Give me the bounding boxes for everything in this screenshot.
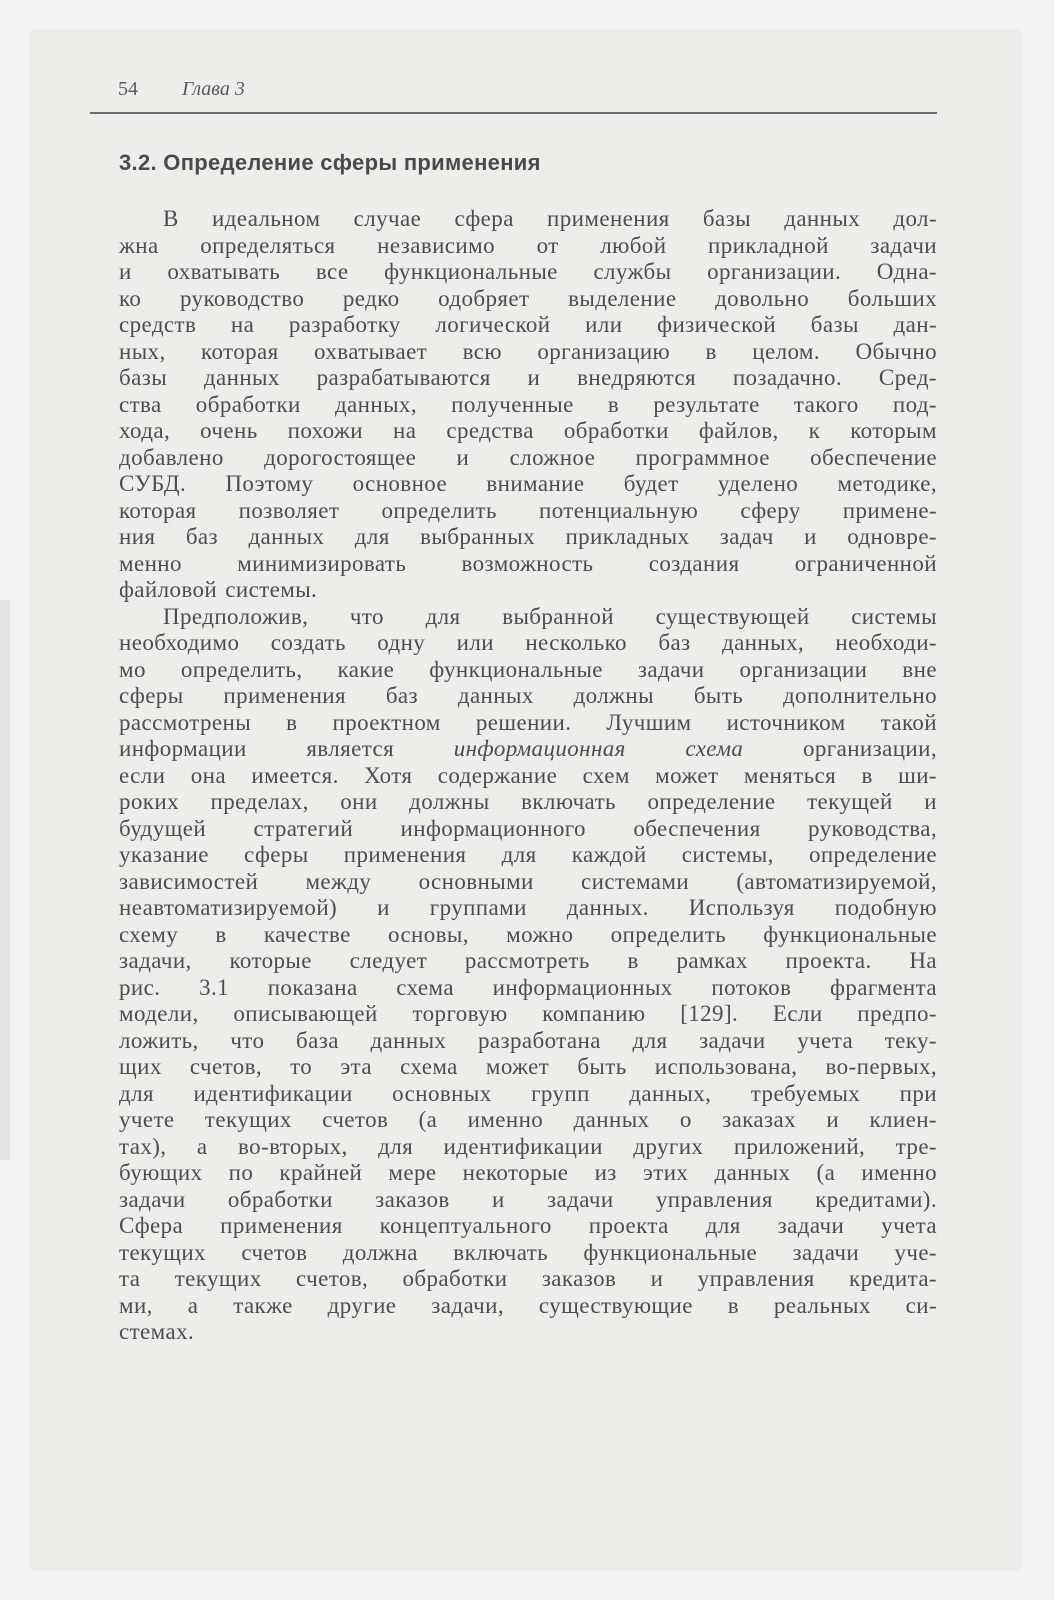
line-text: ко руководство редко одобряет выделение довольно больших [119, 285, 937, 311]
line-text: та текущих счетов, обработки заказов и управления кредита- [119, 1266, 937, 1291]
scan-edge [0, 600, 10, 1160]
text-line [119, 948, 937, 975]
line-text: ложить, что база данных разработана для задачи учета теку- [119, 1027, 937, 1053]
text-line [119, 683, 937, 710]
line-text: Предположив, что для выбранной существующей системы [163, 603, 937, 629]
line-text: роких пределах, они должны включать определение текущей и [119, 789, 937, 814]
line-text: зависимостей между основными системами (автоматизируемой, [119, 868, 937, 894]
line-text: ми, а также другие задачи, существующие в реальных си- [119, 1292, 937, 1318]
text-line [119, 1160, 937, 1187]
line-text: для идентификации основных групп данных, требуемых при [119, 1080, 937, 1106]
line-text: жна определяться независимо от любой прикладной задачи [119, 232, 937, 258]
text-line [119, 1319, 937, 1346]
text-line [119, 1081, 937, 1108]
line-text: файловой системы. [119, 577, 318, 602]
line-text: задачи, которые следует рассмотреть в рамках проекта. На [119, 948, 937, 973]
page-number: 54 [118, 78, 138, 100]
line-text: мо определить, какие функциональные задачи организации вне [119, 656, 937, 682]
text-line [119, 604, 937, 631]
line-text: рис. 3.1 показана схема информационных потоков фрагмента [119, 974, 937, 1000]
line-text: сферы применения баз данных должны быть дополнительно [119, 683, 937, 708]
running-header [90, 72, 937, 114]
line-text: и охватывать все функциональные службы организации. Одна- [119, 259, 937, 284]
text-line [119, 1001, 937, 1028]
line-text: Сфера применения концептуального проекта для задачи учета [119, 1213, 937, 1238]
text-line [119, 1240, 937, 1267]
body-text [119, 206, 937, 1346]
line-text [119, 736, 937, 763]
line-text: учете текущих счетов (а именно данных о заказах и клиен- [119, 1107, 937, 1132]
line-text: тах), а во-вторых, для идентификации других приложений, тре- [119, 1133, 937, 1159]
emphasized-term: информационная схема [453, 736, 744, 761]
line-text: текущих счетов должна включать функциональные задачи уче- [119, 1239, 937, 1265]
text-line [119, 259, 937, 286]
line-text: рассмотрены в проектном решении. Лучшим источником такой [119, 709, 937, 735]
section-title: 3.2. Определение сферы применения [119, 150, 541, 175]
line-text: базы данных разрабатываются и внедряются позадачно. Сред- [119, 365, 937, 390]
text-line [119, 842, 937, 869]
text-line [119, 789, 937, 816]
line-text: СУБД. Поэтому основное внимание будет уделено методике, [119, 471, 937, 496]
line-text: задачи обработки заказов и задачи управления кредитами). [119, 1186, 937, 1212]
text-line [119, 206, 937, 233]
line-text: которая позволяет определить потенциальную сферу примене- [119, 497, 937, 523]
line-text: менно минимизировать возможность создания ограниченной [119, 550, 937, 576]
text-line [119, 922, 937, 949]
text-line [119, 1134, 937, 1161]
line-text: щих счетов, то эта схема может быть использована, во-первых, [119, 1054, 937, 1079]
text-line [119, 471, 937, 498]
text-line [119, 895, 937, 922]
text-line [119, 365, 937, 392]
text-run: информации является [119, 736, 454, 761]
line-text: неавтоматизируемой) и группами данных. Используя подобную [119, 895, 937, 920]
line-text: схему в качестве основы, можно определить функциональные [119, 921, 937, 947]
text-line [119, 816, 937, 843]
text-line [119, 233, 937, 260]
line-text: В идеальном случае сфера применения базы данных дол- [163, 206, 937, 231]
line-text: будущей стратегий информационного обеспечения руководства, [119, 815, 937, 841]
text-run: организации, [743, 736, 937, 761]
line-text: средств на разработку логической или физической базы дан- [119, 312, 937, 337]
text-line [119, 736, 937, 763]
line-text: бующих по крайней мере некоторые из этих данных (а именно [119, 1160, 937, 1185]
line-text: хода, очень похожи на средства обработки файлов, к которым [119, 418, 937, 443]
text-line [119, 710, 937, 737]
line-text: модели, описывающей торговую компанию [129]. Если предпо- [119, 1001, 937, 1026]
text-line [119, 339, 937, 366]
text-line [119, 286, 937, 313]
line-text: ства обработки данных, полученные в результате такого под- [119, 391, 937, 417]
text-line [119, 1213, 937, 1240]
line-text: добавлено дорогостоящее и сложное программное обеспечение [119, 444, 937, 470]
text-line [119, 1266, 937, 1293]
text-line [119, 1293, 937, 1320]
text-line [119, 551, 937, 578]
text-line [119, 498, 937, 525]
line-text: стемах. [119, 1319, 195, 1344]
text-line [119, 1054, 937, 1081]
text-line [119, 445, 937, 472]
text-line [119, 869, 937, 896]
line-text: ных, которая охватывает всю организацию в целом. Обычно [119, 338, 937, 364]
text-line [119, 418, 937, 445]
text-line [119, 577, 937, 604]
chapter-label: Глава 3 [182, 78, 245, 100]
line-text: ния баз данных для выбранных прикладных задач и одновре- [119, 524, 937, 549]
line-text: если она имеется. Хотя содержание схем может меняться в ши- [119, 762, 937, 788]
text-line [119, 975, 937, 1002]
text-line [119, 312, 937, 339]
text-line [119, 1187, 937, 1214]
text-line [119, 524, 937, 551]
text-line [119, 1107, 937, 1134]
text-line [119, 1028, 937, 1055]
text-line [119, 630, 937, 657]
line-text: необходимо создать одну или несколько баз данных, необходи- [119, 630, 937, 655]
text-line [119, 657, 937, 684]
line-text: указание сферы применения для каждой системы, определение [119, 842, 937, 867]
text-line [119, 763, 937, 790]
text-line [119, 392, 937, 419]
